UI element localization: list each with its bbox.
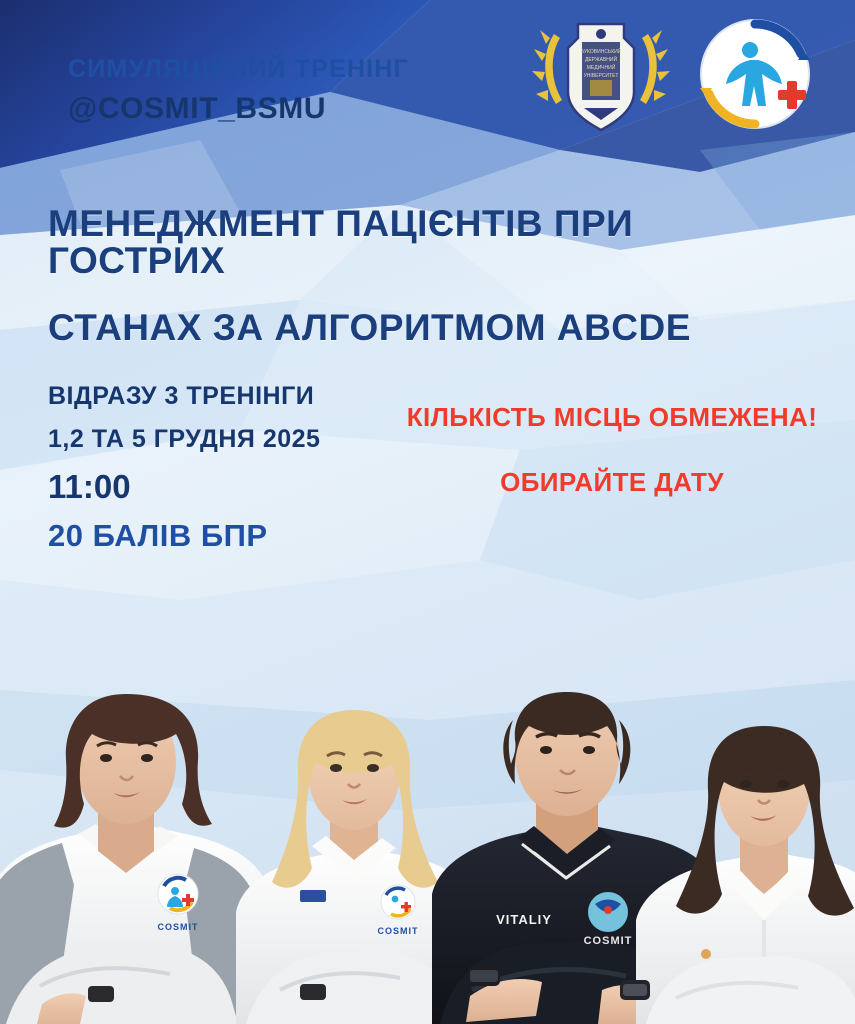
- brand-handle: @COSMIT_BSMU: [68, 92, 327, 125]
- svg-text:МЕДИЧНИЙ: МЕДИЧНИЙ: [586, 65, 616, 71]
- university-crest-icon: [520, 8, 682, 138]
- presenters-photo-group: [0, 594, 855, 1024]
- brand-block: [68, 55, 409, 126]
- svg-text:VITALIY: VITALIY: [496, 912, 552, 927]
- svg-text:УНІВЕРСИТЕТ: УНІВЕРСИТЕТ: [583, 73, 619, 79]
- svg-text:COSMIT: COSMIT: [583, 935, 633, 947]
- poster-title: [48, 205, 808, 376]
- warning-choose-date: ОБИРАЙТЕ ДАТУ: [500, 467, 724, 497]
- title-line-2: СТАНАХ ЗА АЛГОРИТМОМ ABCDE: [48, 307, 691, 348]
- svg-text:COSMIT: COSMIT: [157, 922, 199, 932]
- info-dates: 1,2 ТА 5 ГРУДНЯ 2025: [48, 425, 321, 453]
- title-line-1: МЕНЕДЖМЕНТ ПАЦІЄНТІВ ПРИ ГОСТРИХ: [48, 203, 634, 281]
- brand-subtitle: СИМУЛЯЦІЙНИЙ ТРЕНІНГ: [68, 55, 409, 83]
- cosmit-logo-icon: [694, 14, 816, 134]
- info-sessions: ВІДРАЗУ 3 ТРЕНІНГИ: [48, 382, 315, 410]
- svg-text:COSMIT: COSMIT: [377, 926, 419, 936]
- svg-text:БУКОВИНСЬКИЙ: БУКОВИНСЬКИЙ: [580, 49, 622, 55]
- svg-text:ДЕРЖАВНИЙ: ДЕРЖАВНИЙ: [584, 57, 618, 63]
- event-info-block: [48, 382, 320, 554]
- seats-warning-block: [382, 402, 842, 498]
- warning-limited-seats: КІЛЬКІСТЬ МІСЦЬ ОБМЕЖЕНА!: [406, 402, 818, 432]
- info-points: 20 БАЛІВ БПР: [48, 518, 268, 553]
- presenter-1: [0, 694, 271, 1024]
- info-time: 11:00: [48, 468, 131, 505]
